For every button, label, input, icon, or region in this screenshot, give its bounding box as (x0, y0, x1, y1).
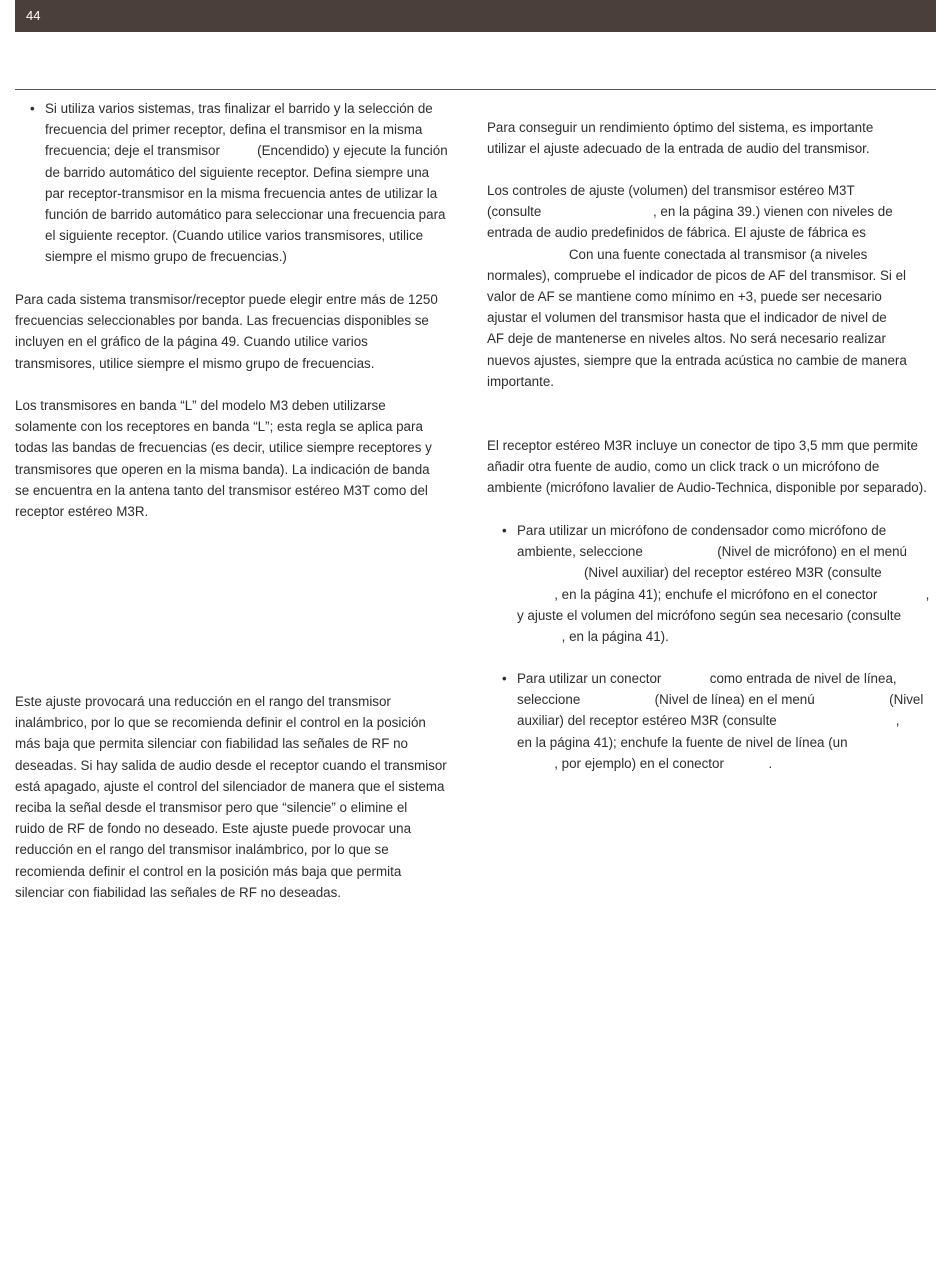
bullet-icon: • (502, 671, 507, 686)
bullet-text: Si utiliza varios sistemas, tras finalizar el barrido y la selección de frecuencia del primer receptor, defina el transmisor en la misma frecuencia; deje el transmisor (Encendido) y ejecute la función de barrido automático del siguiente receptor. Defina siempre una par receptor-transmisor en la misma frecuencia antes de utilizar la función de barrido automático para seleccionar una frecuencia para el siguiente receptor. (Cuando utilice varios transmisores, utilice siempre el mismo grupo de frecuencias.) (45, 101, 448, 265)
bullet-text: Para utilizar un conector como entrada de nivel de línea, seleccione (Nivel de línea) en el menú (Nivel auxiliar) del receptor estéreo M3R (consulte , en la página 41); enchufe la fuente de nivel de línea (un , por ejemplo) en el conector . (517, 671, 924, 771)
bullet-icon: • (30, 101, 35, 116)
page-number: 44 (26, 8, 41, 23)
page-header-bar (15, 0, 936, 32)
right-paragraph-gain: Los controles de ajuste (volumen) del transmisor estéreo M3T (consulte , en la página 39.) vienen con niveles de entrada de audio predefinidos de fábrica. El ajuste de fábrica es Con una fuente conectada al transmisor (a niveles normales), compruebe el indicador de picos de AF del transmisor. Si el valor de AF se mantiene como mínimo en +3, puede ser necesario ajustar el volumen del transmisor hasta que el indicador de nivel de AF deje de mantenerse en niveles altos. No será necesario realizar nuevos ajustes, siempre que la entrada acústica no cambie de manera importante. (487, 183, 907, 389)
bullet-icon: • (502, 523, 507, 538)
left-paragraph-bands: Los transmisores en banda “L” del modelo M3 deben utilizarse solamente con los receptores en banda “L”; esta regla se aplica para todas las bandas de frecuencias (es decir, utilice siempre receptores y transmisores que operen en la misma banda). La indicación de banda se encuentra en la antena tanto del transmisor estéreo M3T como del receptor estéreo M3R. (15, 398, 432, 520)
left-column (30, 98, 470, 268)
left-paragraph-squelch: Este ajuste provocará una reducción en el rango del transmisor inalámbrico, por lo que se recomienda definir el control en la posición más baja que permita silenciar con fiabilidad las señales de RF no deseadas. Si hay salida de audio desde el receptor cuando el transmisor está apagado, ajuste el control del silenciador de manera que el sistema reciba la señal desde el transmisor pero que “silencie” o elimine el ruido de RF de fondo no deseado. Este ajuste puede provocar una reducción en el rango del transmisor inalámbrico, por lo que se recomienda definir el control en la posición más baja que permita silenciar con fiabilidad las señales de RF no deseadas. (15, 694, 447, 900)
bullet-item (502, 668, 937, 774)
left-paragraph-frequencies: Para cada sistema transmisor/receptor puede elegir entre más de 1250 frecuencias seleccionables por banda. Las frecuencias disponibles se incluyen en el gráfico de la página 49. Cuando utilice varios transmisores, utilice siempre el mismo grupo de frecuencias. (15, 292, 438, 371)
bullet-item (502, 520, 937, 647)
right-bullet-mic (502, 520, 937, 647)
right-paragraph-intro: Para conseguir un rendimiento óptimo del sistema, es importante utilizar el ajuste adecuado de la entrada de audio del transmisor. (487, 120, 874, 157)
right-bullet-line (502, 668, 937, 774)
right-paragraph-aux: El receptor estéreo M3R incluye un conector de tipo 3,5 mm que permite añadir otra fuente de audio, como un click track o un micrófono de ambiente (micrófono lavalier de Audio-Technica, disponible por separado). (487, 438, 927, 496)
bullet-item (30, 98, 470, 268)
header-rule (15, 89, 936, 90)
bullet-text: Para utilizar un micrófono de condensador como micrófono de ambiente, seleccione (Nivel de micrófono) en el menú (Nivel auxiliar) del receptor estéreo M3R (consulte , en la página 41); enchufe el micrófono en el conector , y ajuste el volumen del micrófono según sea necesario (consulte , en la página 41). (517, 523, 930, 645)
